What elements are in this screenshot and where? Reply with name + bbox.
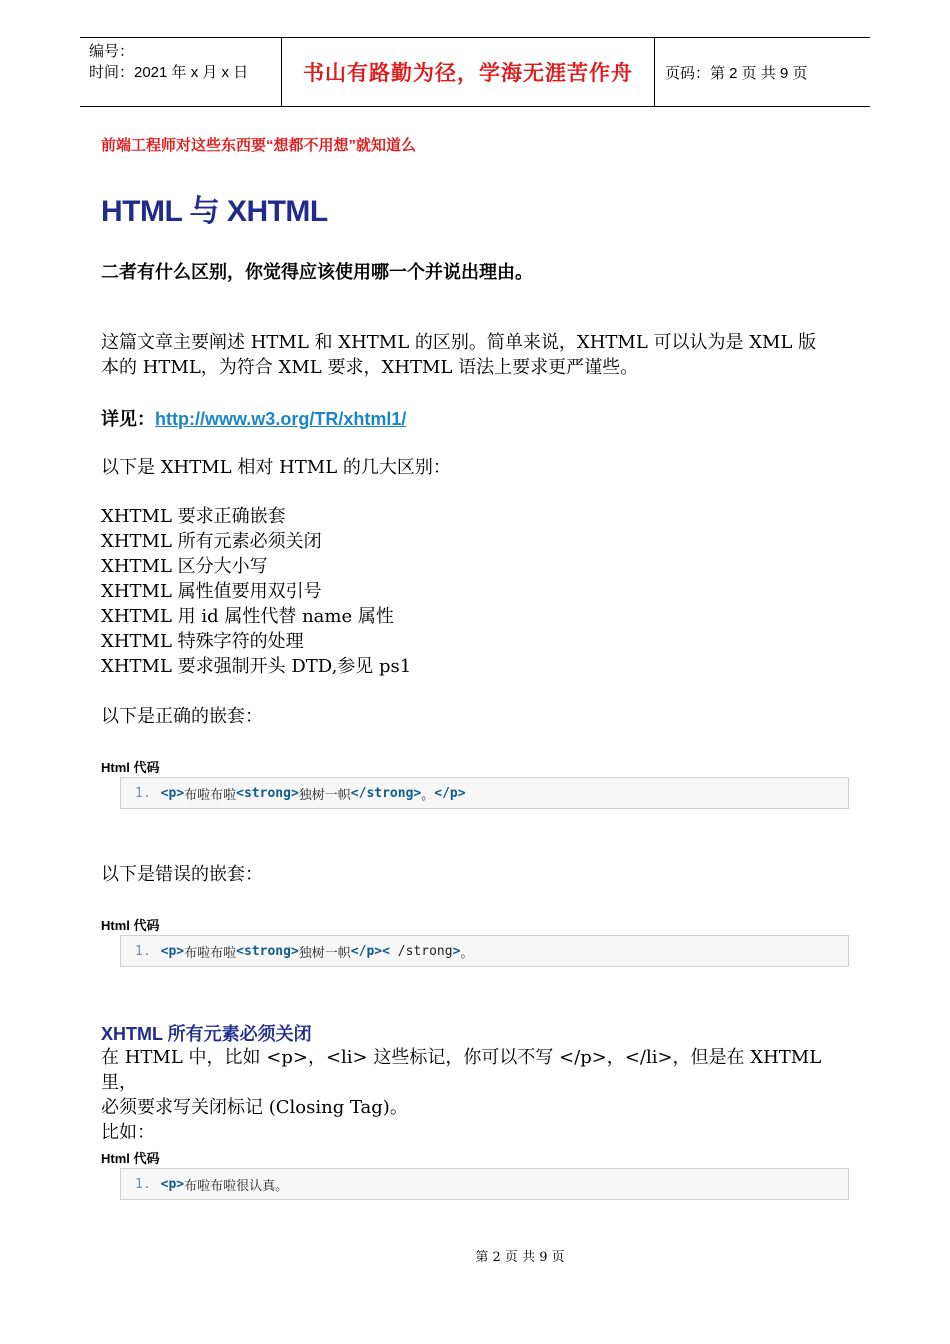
section-heading: XHTML 所有元素必须关闭	[101, 1024, 312, 1044]
code-token: </p>	[434, 785, 466, 801]
differences-intro: 以下是 XHTML 相对 HTML 的几大区别：	[101, 457, 451, 478]
code-token: </strong>	[350, 785, 422, 801]
code-token: </p>	[350, 943, 383, 959]
header-divider	[654, 38, 655, 106]
code-label: Html 代码	[101, 760, 160, 775]
code-block-wrong	[120, 935, 849, 967]
list-item: XHTML 区分大小写	[101, 556, 268, 577]
code-token: <strong>	[236, 943, 299, 959]
code-token: 布啦布啦很认真。	[184, 1178, 289, 1194]
code-token: <strong>	[236, 785, 299, 801]
page-footer	[0, 1246, 950, 1265]
footer-page-number: 第 2 页 共 9 页	[475, 1250, 565, 1265]
code-token: <p>	[160, 943, 185, 959]
code-block-correct	[120, 777, 849, 809]
correct-intro: 以下是正确的嵌套：	[101, 706, 263, 727]
header-meta	[89, 41, 248, 83]
code-token: /strong	[397, 943, 453, 959]
list-item: XHTML 所有元素必须关闭	[101, 531, 322, 552]
code-token: 布啦布啦	[184, 787, 237, 803]
code-token: 。	[460, 945, 474, 961]
code-token: >	[452, 943, 461, 959]
section-paragraph	[101, 1045, 841, 1145]
code-token: <p>	[160, 1176, 185, 1192]
line-number: 1.	[135, 1176, 151, 1192]
code-token: 独树一帜	[298, 787, 351, 803]
page-title: HTML 与 XHTML	[101, 195, 328, 228]
intro-red-text: 前端工程师对这些东西要“想都不用想”就知道么	[101, 137, 417, 154]
question-text: 二者有什么区别，你觉得应该使用哪一个并说出理由。	[101, 262, 533, 282]
paragraph-line: 比如：	[101, 1122, 155, 1143]
list-item: XHTML 用 id 属性代替 name 属性	[101, 606, 394, 627]
code-token: 独树一帜	[298, 945, 351, 961]
page-header	[80, 37, 870, 107]
line-number: 1.	[135, 785, 151, 801]
paragraph-line: 必须要求写关闭标记 (Closing Tag)。	[101, 1097, 408, 1118]
header-motto: 书山有路勤为径，学海无涯苦作舟	[303, 60, 633, 85]
list-item: XHTML 要求强制开头 DTD,参见 ps1	[101, 656, 412, 677]
list-item: XHTML 属性值要用双引号	[101, 581, 322, 602]
paragraph-line: 这篇文章主要阐述 HTML 和 XHTML 的区别。简单来说，XHTML 可以认为是 XML 版	[101, 332, 817, 353]
differences-list	[101, 504, 411, 679]
details-label: 详见：	[101, 409, 155, 429]
details-line	[101, 405, 406, 431]
paragraph-line: 在 HTML 中，比如 <p>，<li> 这些标记，你可以不写 </p>，</li>，但是在 XHTML 里，	[101, 1047, 822, 1093]
code-label: Html 代码	[101, 918, 160, 933]
header-time-label: 时间：2021 年 x 月 x 日	[89, 64, 249, 81]
paragraph-line: 本的 HTML，为符合 XML 要求，XHTML 语法上要求更严谨些。	[101, 357, 639, 378]
code-token: 。	[421, 787, 435, 803]
wrong-intro: 以下是错误的嵌套：	[101, 864, 263, 885]
list-item: XHTML 要求正确嵌套	[101, 506, 286, 527]
intro-paragraph	[101, 330, 841, 380]
code-token: <p>	[160, 785, 185, 801]
details-link[interactable]: http://www.w3.org/TR/xhtml1/	[155, 409, 407, 429]
header-page-info: 页码：第 2 页 共 9 页	[665, 64, 808, 82]
code-token: <	[382, 943, 398, 959]
code-label: Html 代码	[101, 1151, 160, 1166]
code-token: 布啦布啦	[184, 945, 237, 961]
header-id-label: 编号：	[89, 43, 135, 60]
code-block-example	[120, 1168, 849, 1200]
list-item: XHTML 特殊字符的处理	[101, 631, 304, 652]
line-number: 1.	[135, 943, 151, 959]
